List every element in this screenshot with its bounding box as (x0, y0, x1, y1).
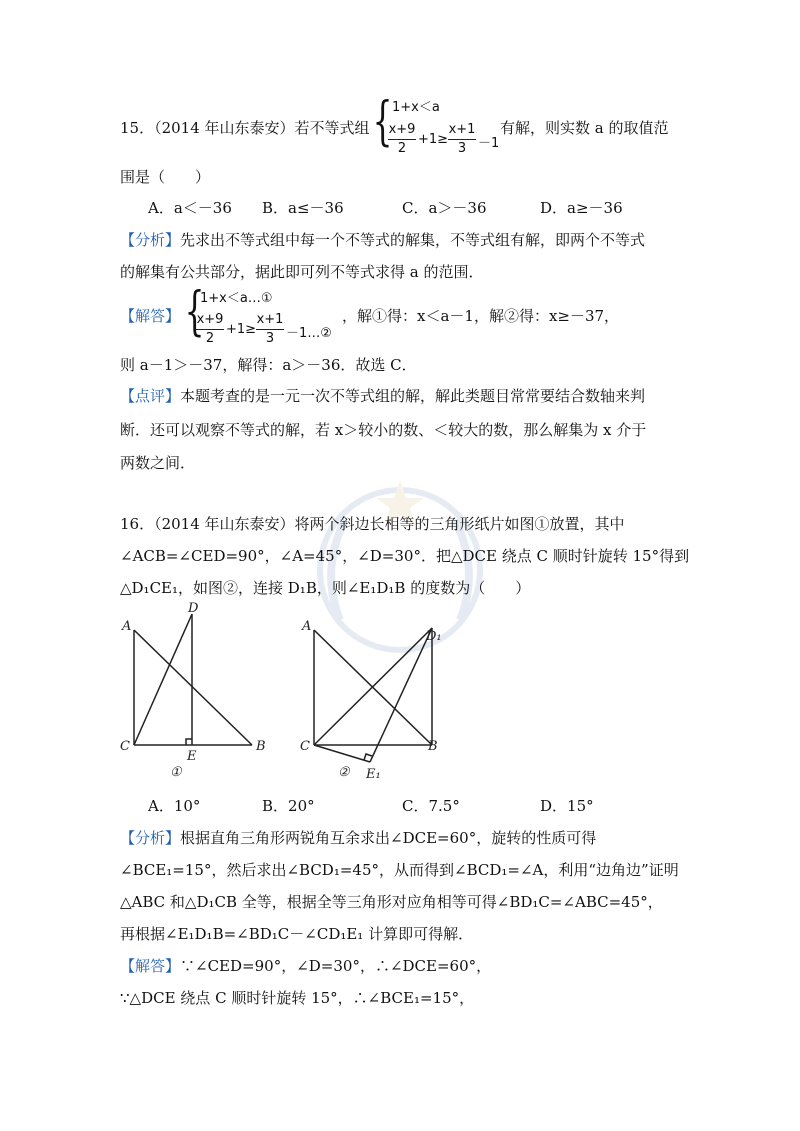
q15-fraction-2 (448, 122, 476, 157)
fig2-label-e1: E₁ (366, 767, 381, 782)
comment-tag: 【点评】 (120, 387, 181, 405)
frac-numerator: x+9 (196, 312, 224, 327)
q15-stem-line1 (120, 118, 370, 138)
frac-numerator: x+1 (448, 122, 476, 137)
fig1-line-ab (134, 630, 252, 745)
q16-stem-line2: ∠ACB=∠CED=90°，∠A=45°，∠D=30°．把△DCE 绕点 C 顺时针旋转 15°得到 (120, 547, 690, 565)
q15-solution-fraction-2 (256, 312, 284, 347)
fig1-label-d: D (188, 601, 199, 616)
q15-solution-rest: ，解①得：x＜a－1，解②得：x≥－37， (342, 307, 620, 325)
q16-solution-line2: ∵△DCE 绕点 C 顺时针旋转 15°，∴∠BCE₁=15°， (120, 989, 475, 1007)
q16-option-a: A．10° (148, 797, 201, 815)
q15-stem-end: 有解，则实数 a 的取值范 (500, 119, 669, 137)
fraction-bar (196, 329, 224, 330)
analysis-tag: 【分析】 (120, 231, 181, 249)
q16-option-b: B．20° (262, 797, 315, 815)
q15-analysis-line1 (120, 230, 645, 250)
fig2-line-d1e1 (370, 628, 432, 762)
fig2-line-ce1 (314, 745, 370, 762)
frac-numerator: x+9 (388, 122, 416, 137)
q15-comment-line3: 两数之间． (120, 454, 196, 472)
analysis-text: 根据直角三角形两锐角互余求出∠DCE=60°，旋转的性质可得 (180, 829, 597, 847)
q15-comment-line1 (120, 386, 645, 406)
q15-stem-start: 15．（2014 年山东泰安）若不等式组 (120, 119, 370, 137)
fig1-number: ① (170, 765, 182, 780)
q15-fraction-1 (388, 122, 416, 157)
q16-analysis-line2: ∠BCE₁=15°，然后求出∠BCD₁=45°，从而得到∠BCD₁=∠A，利用“边角边”证明 (120, 861, 679, 879)
fig2-label-b: B (428, 739, 438, 754)
q15-solution-fraction-1 (196, 312, 224, 347)
q15-analysis-line2: 的解集有公共部分，据此即可列不等式求得 a 的范围． (120, 263, 484, 281)
q15-brace: { (372, 92, 393, 152)
frac-denominator: 3 (457, 141, 467, 156)
comment-text: 本题考查的是一元一次不等式组的解，解此类题目常常要结合数轴来判 (180, 387, 646, 405)
fig1-label-e: E (187, 749, 197, 764)
q16-stem-line3: △D₁CE₁，如图②，连接 D₁B，则∠E₁D₁B 的度数为（ ） (120, 579, 531, 597)
q15-stem-line2: 围是（ ） (120, 168, 211, 186)
fig1-right-angle-mark (186, 739, 192, 745)
fig1-label-a: A (122, 619, 132, 634)
solution-text: ∵∠CED=90°，∠D=30°，∴∠DCE=60°， (180, 957, 492, 975)
q15-system-mid: +1≥ (418, 132, 449, 147)
q16-analysis-line4: 再根据∠E₁D₁B=∠BD₁C－∠CD₁E₁ 计算即可得解． (120, 925, 474, 943)
q15-solution-tag-line (120, 306, 180, 326)
frac-denominator: 3 (265, 331, 275, 346)
figure-1 (110, 600, 280, 790)
fig2-number: ② (338, 765, 350, 780)
fig1-line-cd (134, 614, 192, 745)
solution-tag: 【解答】 (120, 307, 181, 325)
q16-solution-line1 (120, 956, 491, 976)
analysis-tag: 【分析】 (120, 829, 181, 847)
fraction-bar (388, 139, 416, 140)
q15-solution-line2: 则 a－1＞－37，解得：a＞－36．故选 C． (120, 356, 417, 374)
q15-system-line1: 1+x＜a (392, 100, 440, 115)
q15-solution-system-line1: 1+x＜a…① (200, 291, 273, 306)
q15-solution-brace: { (184, 282, 205, 342)
fig1-label-b: B (256, 739, 266, 754)
solution-tag: 【解答】 (120, 957, 181, 975)
q15-option-d: D．a≥－36 (540, 199, 623, 217)
q16-analysis-line3: △ABC 和△D₁CB 全等，根据全等三角形对应角相等可得∠BD₁C=∠ABC=45°， (120, 893, 663, 911)
q15-option-c: C．a＞－36 (402, 199, 487, 217)
q15-option-a: A．a＜－36 (148, 199, 232, 217)
frac-numerator: x+1 (256, 312, 284, 327)
fig2-label-a: A (302, 619, 312, 634)
q15-solution-tail: －1…② (286, 326, 332, 341)
fig1-label-c: C (120, 739, 130, 754)
fig2-label-c: C (300, 739, 310, 754)
fraction-bar (448, 139, 476, 140)
fig2-label-d1: D₁ (426, 629, 442, 644)
q15-comment-line2: 断．还可以观察不等式的解，若 x＞较小的数、＜较大的数，那么解集为 x 介于 (120, 421, 647, 439)
analysis-text: 先求出不等式组中每一个不等式的解集，不等式组有解，即两个不等式 (180, 231, 646, 249)
q15-system-tail: －1 (478, 136, 500, 151)
fraction-bar (256, 329, 284, 330)
q16-analysis-line1 (120, 828, 596, 848)
figure-2 (290, 600, 460, 790)
q15-option-b: B．a≤－36 (262, 199, 344, 217)
q16-option-d: D．15° (540, 797, 594, 815)
q16-stem-line1: 16．（2014 年山东泰安）将两个斜边长相等的三角形纸片如图①放置，其中 (120, 515, 625, 533)
q16-option-c: C．7.5° (402, 797, 460, 815)
frac-denominator: 2 (397, 141, 407, 156)
frac-denominator: 2 (205, 331, 215, 346)
q15-solution-mid: +1≥ (226, 322, 257, 337)
